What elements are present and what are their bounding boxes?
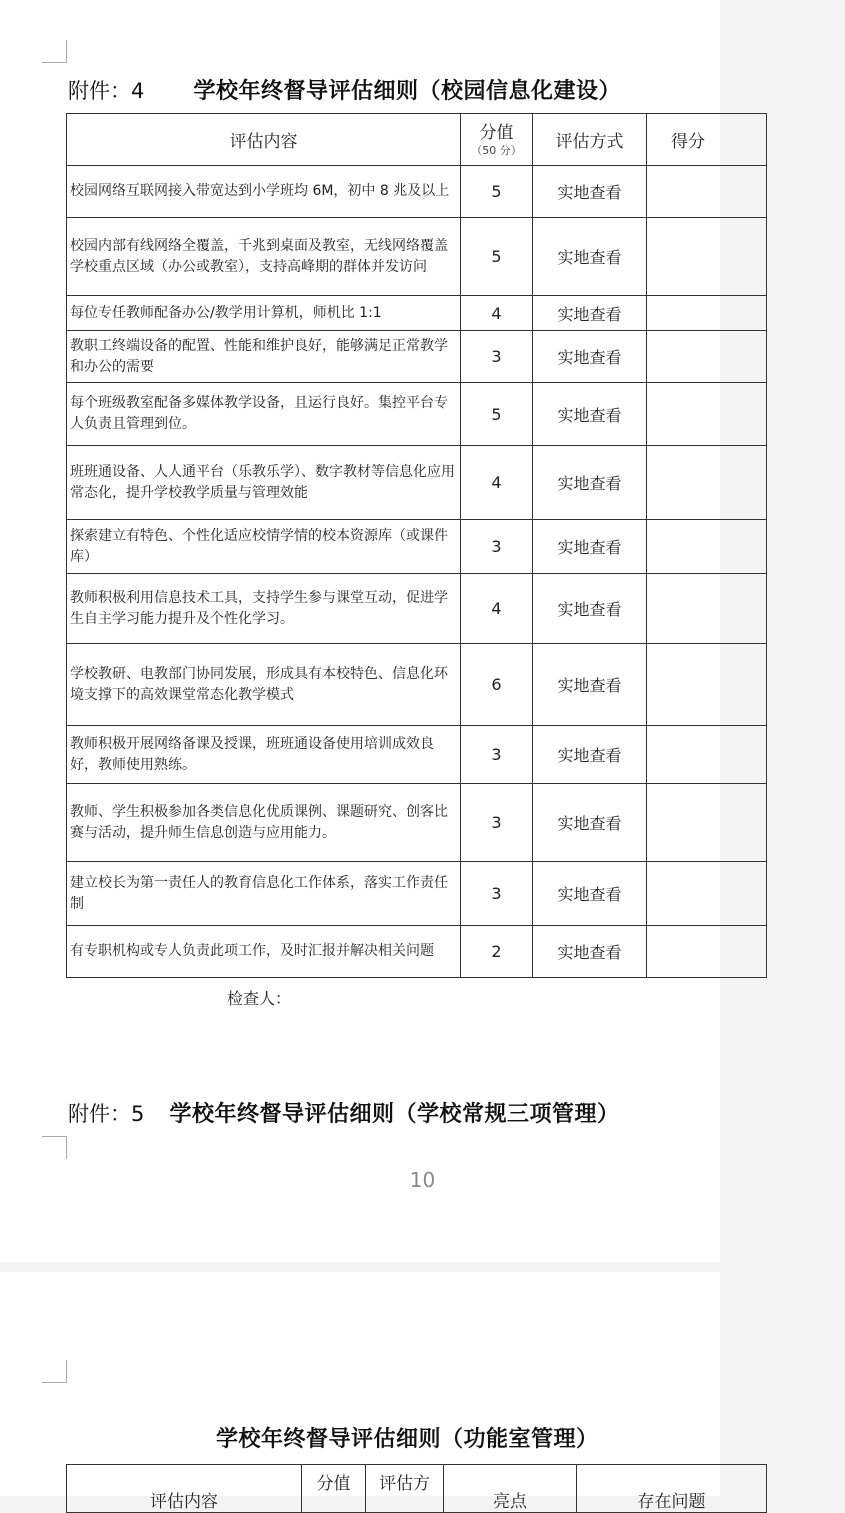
row-score: 3	[461, 520, 533, 574]
row-result	[647, 574, 767, 644]
annex-5-heading	[68, 1097, 619, 1128]
table-row	[67, 574, 767, 644]
row-content: 有专职机构或专人负责此项工作，及时汇报并解决相关问题	[67, 926, 461, 978]
table-row	[67, 520, 767, 574]
header-highlights: 亮点	[444, 1465, 577, 1513]
table-row	[67, 331, 767, 383]
document-page-2	[0, 1272, 720, 1512]
header-score	[461, 114, 533, 166]
row-method: 实地查看	[533, 446, 647, 520]
table-header-row	[67, 114, 767, 166]
row-content: 校园网络互联网接入带宽达到小学班均 6M，初中 8 兆及以上	[67, 166, 461, 218]
table-row	[67, 784, 767, 862]
header-problems: 存在问题	[577, 1465, 767, 1513]
header-score-total: （50 分）	[471, 143, 522, 157]
table-row	[67, 296, 767, 331]
annex-4-heading	[68, 74, 621, 105]
row-content: 建立校长为第一责任人的教育信息化工作体系，落实工作责任制	[67, 862, 461, 926]
row-result	[647, 166, 767, 218]
crop-mark-top-left	[42, 1360, 67, 1383]
row-method: 实地查看	[533, 296, 647, 331]
row-score: 4	[461, 296, 533, 331]
row-result	[647, 862, 767, 926]
row-result	[647, 446, 767, 520]
row-content: 每个班级教室配备多媒体教学设备，且运行良好。集控平台专人负责且管理到位。	[67, 383, 461, 446]
row-content: 班班通设备、人人通平台（乐教乐学）、数字教材等信息化应用常态化，提升学校教学质量与管理效能	[67, 446, 461, 520]
row-result	[647, 218, 767, 296]
row-result	[647, 331, 767, 383]
annex-5-label: 附件：5	[68, 1102, 145, 1126]
row-score: 5	[461, 383, 533, 446]
row-content: 学校教研、电教部门协同发展，形成具有本校特色、信息化环境支撑下的高效课堂常态化教学模式	[67, 644, 461, 726]
annex-4-label: 附件：4	[68, 79, 145, 103]
row-score: 3	[461, 862, 533, 926]
table-row	[67, 644, 767, 726]
row-result	[647, 383, 767, 446]
row-content: 每位专任教师配备办公/教学用计算机，师机比 1:1	[67, 296, 461, 331]
table-row	[67, 166, 767, 218]
row-score: 3	[461, 726, 533, 784]
header-method: 评估方	[366, 1465, 444, 1513]
row-method: 实地查看	[533, 862, 647, 926]
row-score: 5	[461, 218, 533, 296]
row-content: 教师、学生积极参加各类信息化优质课例、课题研究、创客比赛与活动，提升师生信息创造与应用能力。	[67, 784, 461, 862]
row-method: 实地查看	[533, 726, 647, 784]
row-result	[647, 644, 767, 726]
table-row	[67, 862, 767, 926]
row-result	[647, 784, 767, 862]
row-content: 校园内部有线网络全覆盖，千兆到桌面及教室，无线网络覆盖学校重点区域（办公或教室），支持高峰期的群体并发访问	[67, 218, 461, 296]
row-result	[647, 520, 767, 574]
header-score: 分值	[302, 1465, 366, 1513]
row-result	[647, 926, 767, 978]
annex-4-title: 学校年终督导评估细则（校园信息化建设）	[193, 79, 621, 104]
header-result: 得分	[647, 114, 767, 166]
row-method: 实地查看	[533, 520, 647, 574]
row-content: 探索建立有特色、个性化适应校情学情的校本资源库（或课件库）	[67, 520, 461, 574]
row-score: 6	[461, 644, 533, 726]
function-room-heading	[216, 1422, 599, 1453]
header-score-label: 分值	[479, 122, 514, 143]
row-method: 实地查看	[533, 644, 647, 726]
row-method: 实地查看	[533, 383, 647, 446]
row-score: 2	[461, 926, 533, 978]
crop-mark-top-left	[42, 40, 67, 63]
row-score: 4	[461, 574, 533, 644]
evaluation-table	[66, 113, 767, 978]
function-room-table	[66, 1464, 767, 1513]
row-content: 教师积极开展网络备课及授课，班班通设备使用培训成效良好，教师使用熟练。	[67, 726, 461, 784]
table-row	[67, 218, 767, 296]
row-method: 实地查看	[533, 574, 647, 644]
row-score: 4	[461, 446, 533, 520]
row-method: 实地查看	[533, 166, 647, 218]
row-score: 5	[461, 166, 533, 218]
row-method: 实地查看	[533, 784, 647, 862]
row-method: 实地查看	[533, 218, 647, 296]
row-result	[647, 726, 767, 784]
table-row	[67, 726, 767, 784]
page-number: 10	[409, 1168, 436, 1192]
table-header-row	[67, 1465, 767, 1513]
annex-5-title: 学校年终督导评估细则（学校常规三项管理）	[169, 1102, 620, 1127]
inspector-label: 检查人：	[227, 989, 292, 1008]
header-content: 评估内容	[67, 114, 461, 166]
table-row	[67, 926, 767, 978]
row-result	[647, 296, 767, 331]
crop-mark-bottom-left	[42, 1136, 67, 1159]
row-method: 实地查看	[533, 926, 647, 978]
header-content: 评估内容	[67, 1465, 302, 1513]
table-row	[67, 446, 767, 520]
row-score: 3	[461, 331, 533, 383]
row-content: 教师积极利用信息技术工具，支持学生参与课堂互动，促进学生自主学习能力提升及个性化学习。	[67, 574, 461, 644]
row-method: 实地查看	[533, 331, 647, 383]
row-content: 教职工终端设备的配置、性能和维护良好，能够满足正常教学和办公的需要	[67, 331, 461, 383]
table-row	[67, 383, 767, 446]
row-score: 3	[461, 784, 533, 862]
function-room-title: 学校年终督导评估细则（功能室管理）	[216, 1427, 599, 1452]
header-method: 评估方式	[533, 114, 647, 166]
